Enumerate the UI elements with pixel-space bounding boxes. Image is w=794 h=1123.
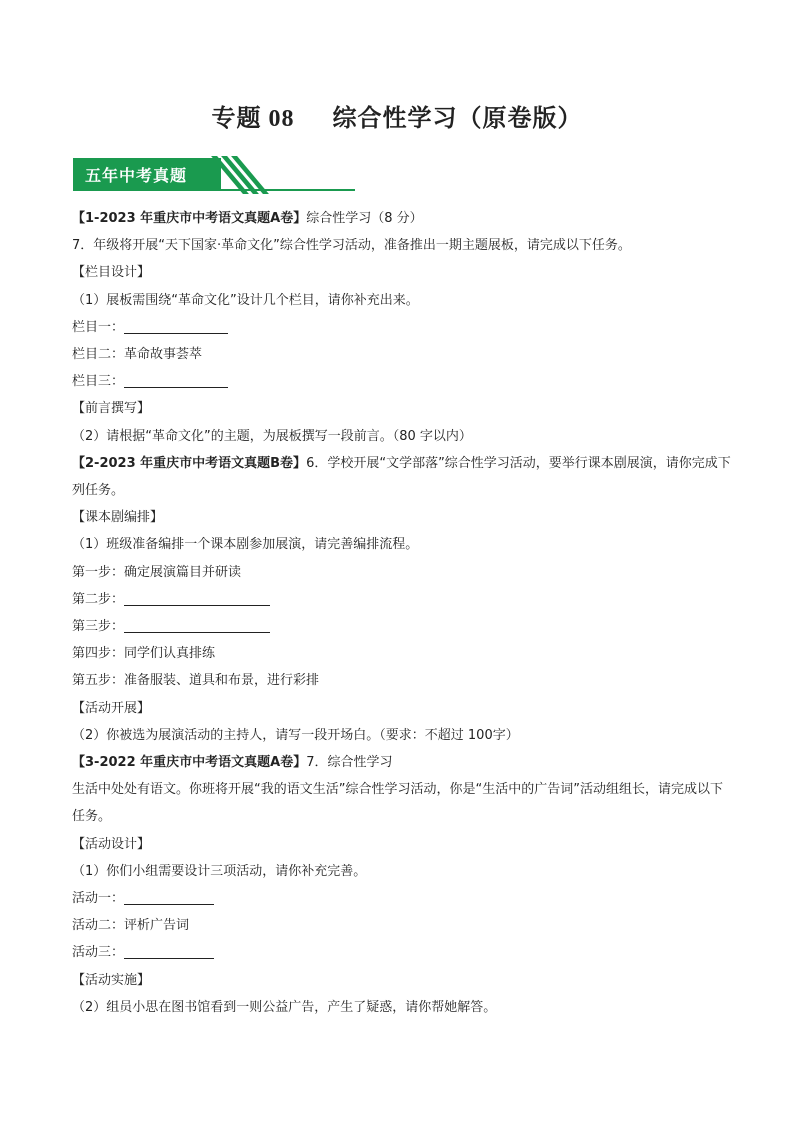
q2-step-1: 第一步：确定展演篇目并研读 — [72, 564, 242, 580]
title-text: 综合性学习（原卷版） — [332, 104, 583, 132]
q3-heading-2: 【活动实施】 — [72, 972, 151, 988]
q2-heading-1: 【课本剧编排】 — [72, 510, 164, 526]
answer-blank[interactable] — [124, 944, 214, 959]
q2-step-4: 第四步：同学们认真排练 — [72, 646, 216, 662]
q3-header — [72, 749, 732, 776]
q2-step-3 — [72, 613, 732, 640]
answer-blank[interactable] — [124, 319, 228, 334]
q3-activity-1-label: 活动一： — [72, 891, 125, 907]
q3-source: 【3-2022 年重庆市中考语文真题A卷】 — [72, 755, 307, 771]
title-number: 专题 08 — [211, 106, 295, 132]
q3-source-tail: 7．综合性学习 — [306, 755, 393, 771]
q1-header — [72, 205, 732, 232]
q2-heading-2: 【活动开展】 — [72, 700, 151, 716]
q2-step-2 — [72, 586, 732, 613]
section-banner — [73, 158, 355, 192]
q1-source-tail: 综合性学习（8 分） — [306, 211, 423, 226]
q1-column-3 — [72, 368, 732, 395]
q1-column-2: 栏目二：革命故事荟萃 — [72, 347, 203, 363]
q2-step-3-label: 第三步： — [72, 619, 125, 635]
q3-activity-3-label: 活动三： — [72, 945, 125, 961]
answer-blank[interactable] — [124, 890, 214, 905]
q3-activity-3 — [72, 939, 732, 966]
q2-source: 【2-2023 年重庆市中考语文真题B卷】 — [72, 455, 307, 471]
page-title — [0, 98, 794, 133]
q2-prompt-2: （2）你被选为展演活动的主持人，请写一段开场白。（要求：不超过 100字） — [72, 727, 519, 743]
answer-blank[interactable] — [124, 373, 228, 388]
q3-activity-2: 活动二：评析广告词 — [72, 918, 190, 934]
q3-heading-1: 【活动设计】 — [72, 836, 151, 852]
q1-stem: 7．年级将开展“天下国家·革命文化”综合性学习活动，准备推出一期主题展板，请完成以下任务。 — [72, 238, 631, 254]
q3-prompt-2: （2）组员小思在图书馆看到一则公益广告，产生了疑惑，请你帮她解答。 — [72, 999, 497, 1015]
banner-underline — [73, 189, 355, 191]
q2-prompt-1: （1）班级准备编排一个课本剧参加展演，请完善编排流程。 — [72, 537, 419, 553]
q3-stem: 生活中处处有语文。你班将开展“我的语文生活”综合性学习活动，你是“生活中的广告词”活动组组长，请完成以下任务。 — [72, 782, 723, 825]
answer-blank[interactable] — [124, 618, 270, 633]
q1-prompt-2: （2）请根据“革命文化”的主题，为展板撰写一段前言。（80 字以内） — [72, 428, 472, 444]
q3-activity-1 — [72, 885, 732, 912]
q2-step-2-label: 第二步： — [72, 591, 125, 607]
answer-blank[interactable] — [124, 591, 270, 606]
q2-header — [72, 450, 732, 504]
q1-column-3-label: 栏目三： — [72, 374, 125, 390]
q2-stem: 6．学校开展“文学部落”综合性学习活动，要举行课本剧展演，请你完成下列任务。 — [72, 455, 731, 499]
q1-heading-2: 【前言撰写】 — [72, 401, 151, 417]
q1-prompt-1: （1）展板需围绕“革命文化”设计几个栏目，请你补充出来。 — [72, 292, 419, 308]
q1-heading-1: 【栏目设计】 — [72, 265, 151, 281]
q1-column-1 — [72, 314, 732, 341]
banner-label: 五年中考真题 — [85, 166, 188, 185]
q1-source: 【1-2023 年重庆市中考语文真题A卷】 — [72, 211, 307, 226]
q1-column-1-label: 栏目一： — [72, 319, 125, 335]
q3-prompt-1: （1）你们小组需要设计三项活动，请你补充完善。 — [72, 863, 367, 879]
q2-step-5: 第五步：准备服装、道具和布景，进行彩排 — [72, 673, 320, 689]
document-body — [72, 205, 732, 1021]
